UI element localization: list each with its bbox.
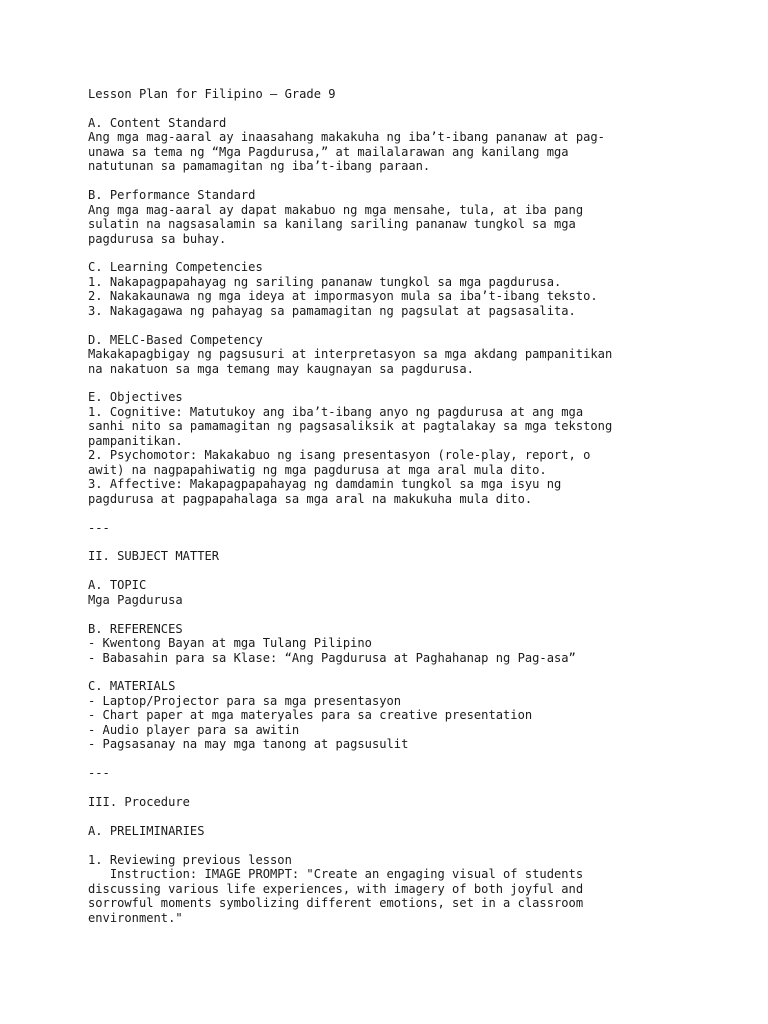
material-item: - Chart paper at mga materyales para sa creative presentation [88, 708, 533, 723]
melc-line: Makakapagbigay ng pagsusuri at interpretasyon sa mga akdang pampanitikan [88, 347, 613, 362]
material-item: - Pagsasanay na may mga tanong at pagsusulit [88, 737, 409, 752]
procedure-heading: III. Procedure [88, 795, 190, 810]
blank-line [88, 535, 728, 549]
procedure-line: 1. Reviewing previous lesson [88, 852, 292, 867]
materials-heading: C. MATERIALS [88, 679, 176, 694]
objective-line: pagdurusa at pagpapahalaga sa mga aral na makukuha mula dito. [88, 491, 533, 506]
blank-line [88, 564, 728, 578]
blank-line [88, 752, 728, 766]
blank-line [88, 809, 728, 823]
material-item: - Laptop/Projector para sa mga presentasyon [88, 693, 402, 708]
blank-line [88, 781, 728, 795]
blank-line [88, 665, 728, 679]
blank-line [88, 506, 728, 520]
objective-line: 1. Cognitive: Matutukoy ang iba’t-ibang anyo ng pagdurusa at ang mga [88, 404, 584, 419]
objectives-heading: E. Objectives [88, 390, 183, 405]
performance-standard-line: sulatin na nagsasalamin sa kanilang sariling pananaw tungkol sa mga [88, 217, 576, 232]
competency-item: 2. Nakakaunawa ng mga ideya at impormasyon mula sa iba’t-ibang teksto. [88, 289, 598, 304]
blank-line [88, 607, 728, 621]
objective-line: 3. Affective: Makapagpapahayag ng damdamin tungkol sa mga isyu ng [88, 477, 562, 492]
procedure-line: environment." [88, 910, 183, 925]
learning-competencies-heading: C. Learning Competencies [88, 260, 263, 275]
procedure-line: discussing various life experiences, with imagery of both joyful and [88, 881, 584, 896]
blank-line [88, 101, 728, 115]
document-page [88, 87, 728, 925]
references-heading: B. REFERENCES [88, 621, 183, 636]
blank-line [88, 174, 728, 188]
reference-item: - Kwentong Bayan at mga Tulang Pilipino [88, 636, 372, 651]
content-standard-line: unawa sa tema ng “Mga Pagdurusa,” at mailalarawan ang kanilang mga [88, 144, 569, 159]
material-item: - Audio player para sa awitin [88, 722, 300, 737]
document-title: Lesson Plan for Filipino – Grade 9 [88, 87, 336, 101]
melc-line: na nakatuon sa mga temang may kaugnayan sa pagdurusa. [88, 361, 474, 376]
objective-line: 2. Psychomotor: Makakabuo ng isang presentasyon (role-play, report, o [88, 448, 591, 463]
subject-matter-heading: II. SUBJECT MATTER [88, 549, 220, 564]
procedure-line: Instruction: IMAGE PROMPT: "Create an engaging visual of students [88, 867, 584, 882]
blank-line [88, 318, 728, 332]
performance-standard-line: Ang mga mag-aaral ay dapat makabuo ng mga mensahe, tula, at iba pang [88, 202, 584, 217]
blank-line [88, 246, 728, 260]
performance-standard-heading: B. Performance Standard [88, 188, 256, 203]
objective-line: pampanitikan. [88, 433, 183, 448]
reference-item: - Babasahin para sa Klase: “Ang Pagdurusa at Paghahanap ng Pag-asa” [88, 650, 576, 665]
melc-heading: D. MELC-Based Competency [88, 332, 263, 347]
section-separator: --- [88, 766, 110, 781]
competency-item: 3. Nakagagawa ng pahayag sa pamamagitan ng pagsulat at pagsasalita. [88, 303, 576, 318]
procedure-line: sorrowful moments symbolizing different emotions, set in a classroom [88, 896, 584, 911]
blank-line [88, 376, 728, 390]
content-standard-line: natutunan sa pamamagitan ng iba’t-ibang paraan. [88, 159, 431, 174]
topic-value: Mga Pagdurusa [88, 592, 183, 607]
section-separator: --- [88, 520, 110, 535]
preliminaries-heading: A. PRELIMINARIES [88, 823, 205, 838]
topic-heading: A. TOPIC [88, 578, 147, 593]
competency-item: 1. Nakapagpapahayag ng sariling pananaw tungkol sa mga pagdurusa. [88, 274, 562, 289]
content-standard-heading: A. Content Standard [88, 115, 227, 130]
performance-standard-line: pagdurusa sa buhay. [88, 231, 227, 246]
objective-line: sanhi nito sa pamamagitan ng pagsasaliksik at pagtalakay sa mga tekstong [88, 419, 613, 434]
blank-line [88, 838, 728, 852]
objective-line: awit) na nagpapahiwatig ng mga pagdurusa at mga aral mula dito. [88, 462, 547, 477]
content-standard-line: Ang mga mag-aaral ay inaasahang makakuha ng iba’t-ibang pananaw at pag- [88, 130, 605, 145]
